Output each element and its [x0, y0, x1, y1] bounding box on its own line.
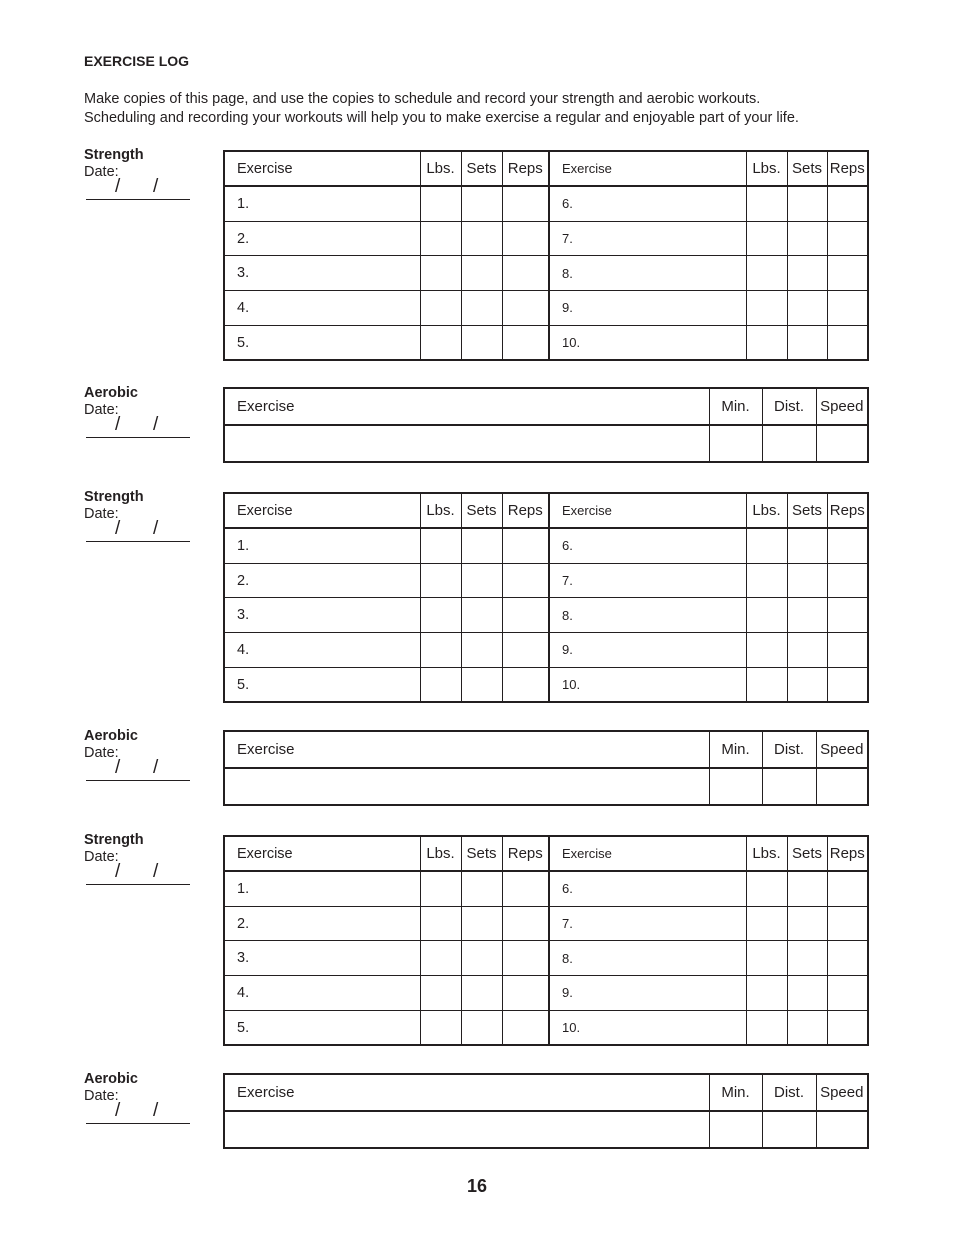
reps-cell[interactable]	[502, 941, 549, 976]
date-label: Date:	[84, 164, 119, 180]
header-exercise: Exercise	[224, 731, 709, 768]
reps-cell[interactable]	[502, 325, 549, 360]
lbs-cell[interactable]	[420, 325, 461, 360]
reps-cell[interactable]	[827, 598, 868, 633]
aerobic-header-row	[224, 388, 868, 425]
aerobic-header-row	[224, 1074, 868, 1111]
exercise-cell[interactable]: 5.	[224, 1010, 420, 1045]
header-reps: Reps	[827, 493, 868, 528]
exercise-cell[interactable]: 6.	[549, 186, 746, 221]
sets-cell[interactable]	[787, 325, 827, 360]
section-type-aerobic: Aerobic	[84, 728, 138, 744]
exercise-cell[interactable]: 5.	[224, 667, 420, 702]
header-reps: Reps	[502, 151, 549, 186]
strength-entry-row	[224, 976, 868, 1011]
exercise-cell[interactable]: 9.	[549, 291, 746, 326]
lbs-cell[interactable]	[746, 256, 787, 291]
header-dist: Dist.	[762, 388, 816, 425]
sets-cell[interactable]	[787, 291, 827, 326]
date-field[interactable]	[86, 518, 190, 542]
strength-entry-row	[224, 528, 868, 563]
sets-cell[interactable]	[787, 186, 827, 221]
header-sets: Sets	[461, 836, 502, 871]
exercise-cell[interactable]: 4.	[224, 291, 420, 326]
lbs-cell[interactable]	[746, 976, 787, 1011]
header-exercise: Exercise	[549, 151, 746, 186]
lbs-cell[interactable]	[420, 291, 461, 326]
lbs-cell[interactable]	[746, 941, 787, 976]
lbs-cell[interactable]	[746, 528, 787, 563]
lbs-cell[interactable]	[746, 906, 787, 941]
date-label: Date:	[84, 506, 119, 522]
intro-line-2: Scheduling and recording your workouts will help you to make exercise a regular and enjoyable part of your life.	[84, 110, 799, 126]
aerobic-speed-cell[interactable]	[816, 425, 868, 462]
exercise-cell[interactable]: 10.	[549, 1010, 746, 1045]
lbs-cell[interactable]	[746, 563, 787, 598]
aerobic-entry-row	[224, 425, 868, 462]
reps-cell[interactable]	[502, 906, 549, 941]
aerobic-min-cell[interactable]	[709, 425, 762, 462]
date-slash: /	[153, 1100, 159, 1121]
exercise-cell[interactable]: 5.	[224, 325, 420, 360]
reps-cell[interactable]	[502, 1010, 549, 1045]
header-lbs: Lbs.	[746, 151, 787, 186]
lbs-cell[interactable]	[420, 633, 461, 668]
aerobic-table	[223, 730, 869, 806]
header-lbs: Lbs.	[746, 493, 787, 528]
sets-cell[interactable]	[787, 256, 827, 291]
lbs-cell[interactable]	[746, 633, 787, 668]
section-type-aerobic: Aerobic	[84, 385, 138, 401]
header-min: Min.	[709, 731, 762, 768]
header-lbs: Lbs.	[746, 836, 787, 871]
aerobic-entry-row	[224, 1111, 868, 1148]
strength-entry-row	[224, 291, 868, 326]
sets-cell[interactable]	[787, 976, 827, 1011]
strength-entry-row	[224, 221, 868, 256]
exercise-cell[interactable]: 9.	[549, 633, 746, 668]
aerobic-header-row	[224, 731, 868, 768]
exercise-cell[interactable]: 7.	[549, 221, 746, 256]
header-speed: Speed	[816, 388, 868, 425]
sets-cell[interactable]	[787, 1010, 827, 1045]
reps-cell[interactable]	[502, 221, 549, 256]
date-label: Date:	[84, 402, 119, 418]
header-exercise: Exercise	[224, 1074, 709, 1111]
exercise-cell[interactable]: 10.	[549, 667, 746, 702]
strength-table	[223, 492, 869, 703]
date-field[interactable]	[86, 757, 190, 781]
sets-cell[interactable]	[787, 667, 827, 702]
date-slash: /	[115, 414, 121, 435]
header-exercise: Exercise	[224, 388, 709, 425]
sets-cell[interactable]	[461, 221, 502, 256]
intro-text	[84, 90, 884, 128]
lbs-cell[interactable]	[746, 667, 787, 702]
section-type-aerobic: Aerobic	[84, 1071, 138, 1087]
section-label	[84, 147, 144, 181]
lbs-cell[interactable]	[420, 256, 461, 291]
section-type-strength: Strength	[84, 147, 144, 163]
strength-table	[223, 150, 869, 361]
strength-entry-row	[224, 563, 868, 598]
aerobic-table	[223, 1073, 869, 1149]
exercise-cell[interactable]: 10.	[549, 325, 746, 360]
sets-cell[interactable]	[461, 667, 502, 702]
lbs-cell[interactable]	[420, 976, 461, 1011]
section-type-strength: Strength	[84, 832, 144, 848]
aerobic-entry-row	[224, 768, 868, 805]
strength-entry-row	[224, 598, 868, 633]
reps-cell[interactable]	[827, 906, 868, 941]
reps-cell[interactable]	[502, 256, 549, 291]
exercise-cell[interactable]: 7.	[549, 563, 746, 598]
header-lbs: Lbs.	[420, 836, 461, 871]
reps-cell[interactable]	[502, 976, 549, 1011]
reps-cell[interactable]	[827, 871, 868, 906]
date-slash: /	[115, 518, 121, 539]
strength-entry-row	[224, 325, 868, 360]
sets-cell[interactable]	[461, 976, 502, 1011]
header-sets: Sets	[787, 151, 827, 186]
aerobic-min-cell[interactable]	[709, 1111, 762, 1148]
aerobic-table	[223, 387, 869, 463]
reps-cell[interactable]	[502, 528, 549, 563]
sets-cell[interactable]	[461, 563, 502, 598]
exercise-cell[interactable]: 1.	[224, 871, 420, 906]
lbs-cell[interactable]	[420, 906, 461, 941]
aerobic-exercise-cell[interactable]	[224, 425, 709, 462]
header-sets: Sets	[787, 493, 827, 528]
sets-cell[interactable]	[461, 906, 502, 941]
reps-cell[interactable]	[827, 1010, 868, 1045]
lbs-cell[interactable]	[746, 1010, 787, 1045]
header-reps: Reps	[827, 836, 868, 871]
exercise-cell[interactable]: 3.	[224, 256, 420, 291]
reps-cell[interactable]	[827, 563, 868, 598]
exercise-cell[interactable]: 2.	[224, 563, 420, 598]
header-exercise: Exercise	[224, 151, 420, 186]
section-label	[84, 385, 138, 419]
intro-line-1: Make copies of this page, and use the copies to schedule and record your strength and aerobic workouts.	[84, 91, 761, 107]
sets-cell[interactable]	[461, 186, 502, 221]
sets-cell[interactable]	[787, 528, 827, 563]
lbs-cell[interactable]	[420, 598, 461, 633]
lbs-cell[interactable]	[420, 186, 461, 221]
date-field[interactable]	[86, 1100, 190, 1124]
lbs-cell[interactable]	[420, 221, 461, 256]
sets-cell[interactable]	[461, 325, 502, 360]
date-slash: /	[153, 757, 159, 778]
header-min: Min.	[709, 388, 762, 425]
sets-cell[interactable]	[461, 528, 502, 563]
lbs-cell[interactable]	[746, 186, 787, 221]
date-slash: /	[115, 176, 121, 197]
date-label: Date:	[84, 849, 119, 865]
strength-header-row	[224, 493, 868, 528]
header-exercise: Exercise	[224, 493, 420, 528]
section-type-strength: Strength	[84, 489, 144, 505]
reps-cell[interactable]	[827, 633, 868, 668]
date-slash: /	[153, 176, 159, 197]
header-exercise: Exercise	[549, 493, 746, 528]
aerobic-min-cell[interactable]	[709, 768, 762, 805]
date-label: Date:	[84, 745, 119, 761]
lbs-cell[interactable]	[420, 667, 461, 702]
aerobic-speed-cell[interactable]	[816, 1111, 868, 1148]
aerobic-exercise-cell[interactable]	[224, 1111, 709, 1148]
header-dist: Dist.	[762, 731, 816, 768]
exercise-cell[interactable]: 1.	[224, 528, 420, 563]
exercise-cell[interactable]: 3.	[224, 941, 420, 976]
sets-cell[interactable]	[787, 906, 827, 941]
header-reps: Reps	[502, 836, 549, 871]
header-exercise: Exercise	[549, 836, 746, 871]
reps-cell[interactable]	[827, 291, 868, 326]
lbs-cell[interactable]	[746, 221, 787, 256]
strength-header-row	[224, 836, 868, 871]
exercise-cell[interactable]: 2.	[224, 906, 420, 941]
header-min: Min.	[709, 1074, 762, 1111]
strength-entry-row	[224, 256, 868, 291]
reps-cell[interactable]	[502, 291, 549, 326]
section-label	[84, 1071, 138, 1105]
lbs-cell[interactable]	[420, 1010, 461, 1045]
sets-cell[interactable]	[787, 598, 827, 633]
strength-header-row	[224, 151, 868, 186]
reps-cell[interactable]	[827, 976, 868, 1011]
sets-cell[interactable]	[461, 598, 502, 633]
exercise-cell[interactable]: 8.	[549, 256, 746, 291]
date-slash: /	[153, 861, 159, 882]
reps-cell[interactable]	[827, 186, 868, 221]
aerobic-dist-cell[interactable]	[762, 425, 816, 462]
reps-cell[interactable]	[502, 871, 549, 906]
exercise-cell[interactable]: 6.	[549, 871, 746, 906]
sets-cell[interactable]	[461, 941, 502, 976]
reps-cell[interactable]	[502, 598, 549, 633]
date-slash: /	[115, 1100, 121, 1121]
header-sets: Sets	[461, 151, 502, 186]
exercise-cell[interactable]: 8.	[549, 598, 746, 633]
lbs-cell[interactable]	[420, 871, 461, 906]
exercise-cell[interactable]: 1.	[224, 186, 420, 221]
exercise-cell[interactable]: 3.	[224, 598, 420, 633]
strength-entry-row	[224, 667, 868, 702]
exercise-cell[interactable]: 7.	[549, 906, 746, 941]
header-speed: Speed	[816, 1074, 868, 1111]
reps-cell[interactable]	[502, 186, 549, 221]
exercise-cell[interactable]: 4.	[224, 633, 420, 668]
header-dist: Dist.	[762, 1074, 816, 1111]
sets-cell[interactable]	[461, 256, 502, 291]
date-slash: /	[153, 414, 159, 435]
date-field[interactable]	[86, 176, 190, 200]
lbs-cell[interactable]	[746, 598, 787, 633]
sets-cell[interactable]	[787, 941, 827, 976]
sets-cell[interactable]	[461, 871, 502, 906]
lbs-cell[interactable]	[746, 871, 787, 906]
strength-entry-row	[224, 633, 868, 668]
page-number: 16	[466, 1176, 488, 1196]
page-title: EXERCISE LOG	[84, 53, 190, 69]
header-reps: Reps	[502, 493, 549, 528]
strength-entry-row	[224, 906, 868, 941]
sets-cell[interactable]	[787, 563, 827, 598]
aerobic-exercise-cell[interactable]	[224, 768, 709, 805]
date-slash: /	[115, 757, 121, 778]
date-slash: /	[115, 861, 121, 882]
aerobic-dist-cell[interactable]	[762, 768, 816, 805]
exercise-cell[interactable]: 4.	[224, 976, 420, 1011]
sets-cell[interactable]	[461, 291, 502, 326]
lbs-cell[interactable]	[420, 528, 461, 563]
strength-entry-row	[224, 1010, 868, 1045]
reps-cell[interactable]	[827, 667, 868, 702]
exercise-cell[interactable]: 2.	[224, 221, 420, 256]
date-label: Date:	[84, 1088, 119, 1104]
exercise-cell[interactable]: 9.	[549, 976, 746, 1011]
strength-entry-row	[224, 871, 868, 906]
aerobic-dist-cell[interactable]	[762, 1111, 816, 1148]
reps-cell[interactable]	[827, 941, 868, 976]
reps-cell[interactable]	[827, 256, 868, 291]
date-slash: /	[153, 518, 159, 539]
aerobic-speed-cell[interactable]	[816, 768, 868, 805]
header-speed: Speed	[816, 731, 868, 768]
date-field[interactable]	[86, 414, 190, 438]
section-label	[84, 832, 144, 866]
sets-cell[interactable]	[787, 871, 827, 906]
date-field[interactable]	[86, 861, 190, 885]
lbs-cell[interactable]	[420, 563, 461, 598]
exercise-cell[interactable]: 8.	[549, 941, 746, 976]
header-sets: Sets	[461, 493, 502, 528]
reps-cell[interactable]	[827, 325, 868, 360]
reps-cell[interactable]	[502, 633, 549, 668]
header-reps: Reps	[827, 151, 868, 186]
lbs-cell[interactable]	[746, 325, 787, 360]
header-lbs: Lbs.	[420, 151, 461, 186]
reps-cell[interactable]	[827, 528, 868, 563]
sets-cell[interactable]	[787, 221, 827, 256]
header-exercise: Exercise	[224, 836, 420, 871]
strength-table	[223, 835, 869, 1046]
strength-entry-row	[224, 941, 868, 976]
lbs-cell[interactable]	[746, 291, 787, 326]
sets-cell[interactable]	[787, 633, 827, 668]
exercise-cell[interactable]: 6.	[549, 528, 746, 563]
header-lbs: Lbs.	[420, 493, 461, 528]
lbs-cell[interactable]	[420, 941, 461, 976]
sets-cell[interactable]	[461, 633, 502, 668]
reps-cell[interactable]	[827, 221, 868, 256]
section-label	[84, 489, 144, 523]
sets-cell[interactable]	[461, 1010, 502, 1045]
strength-entry-row	[224, 186, 868, 221]
header-sets: Sets	[787, 836, 827, 871]
reps-cell[interactable]	[502, 667, 549, 702]
reps-cell[interactable]	[502, 563, 549, 598]
section-label	[84, 728, 138, 762]
